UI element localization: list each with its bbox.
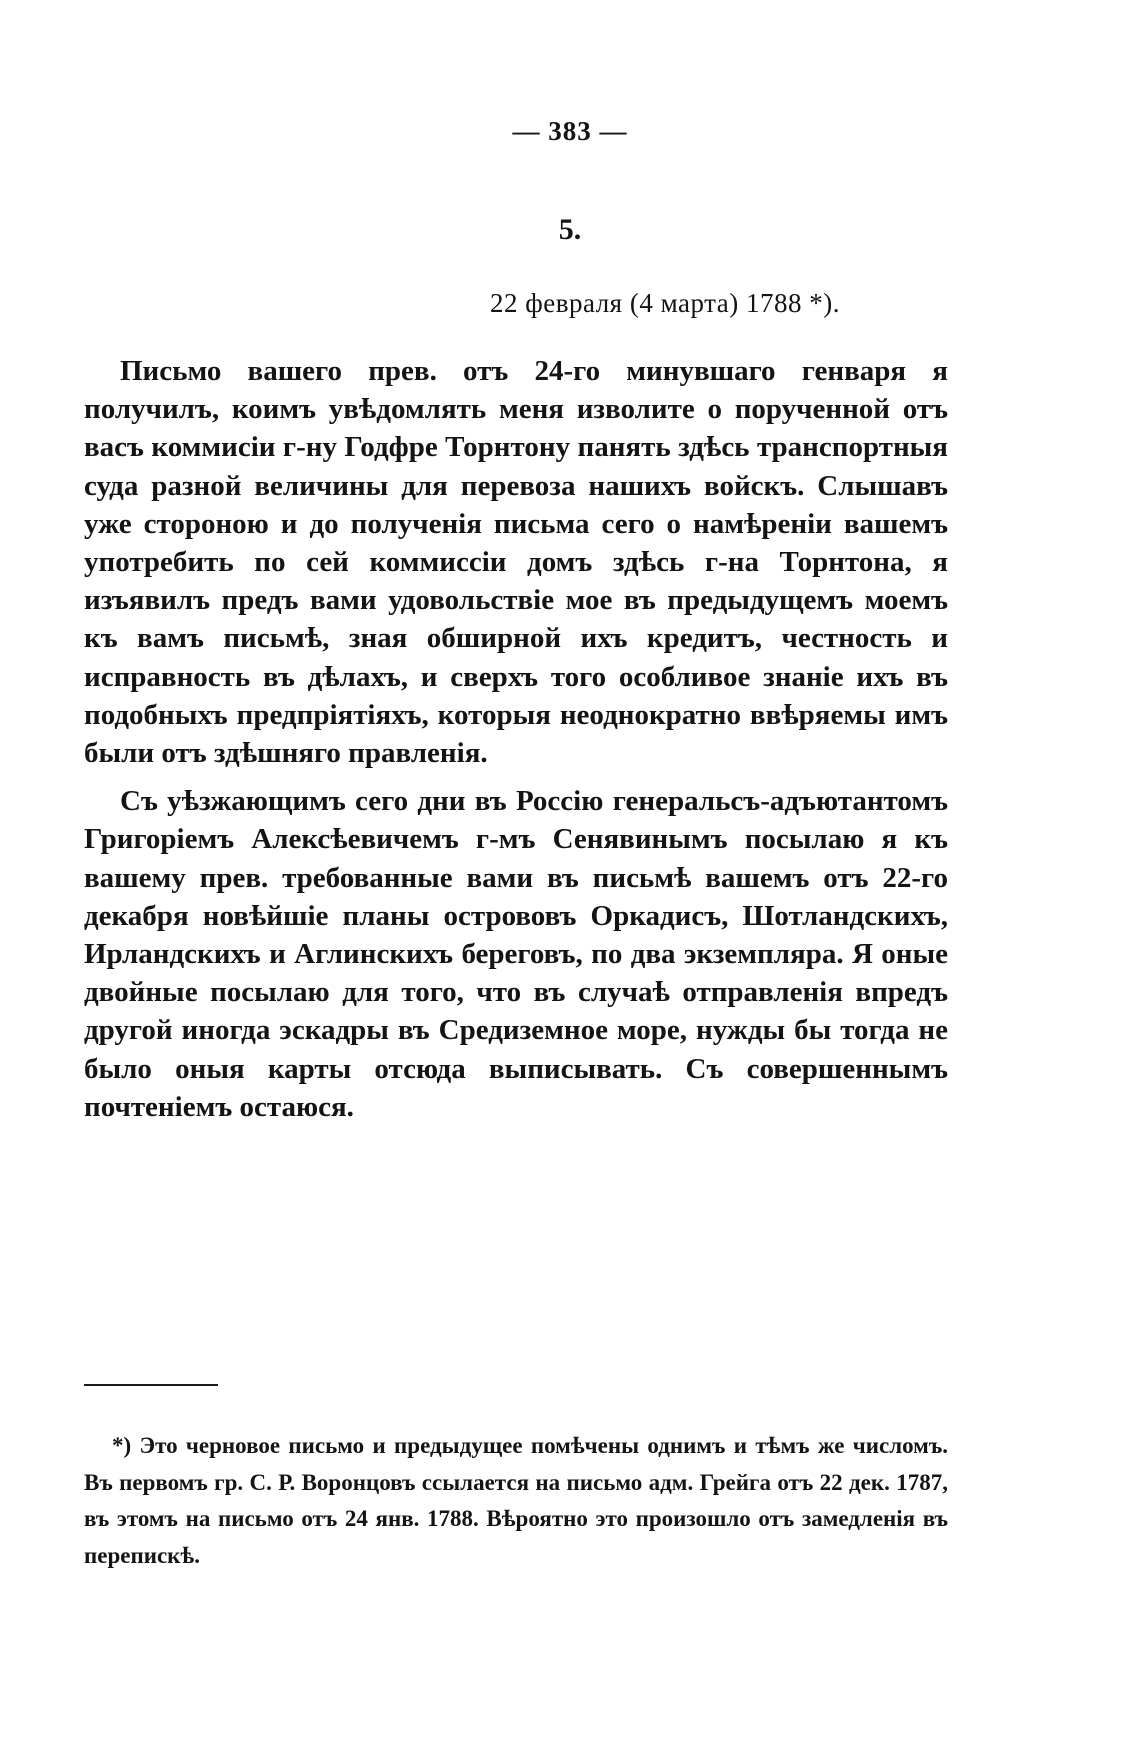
body-paragraph-2: Съ уѣзжающимъ сего дни въ Россію генеральсъ-адъютантомъ Григоріемъ Алексѣевичемъ г-мъ Сенявинымъ посылаю я къ вашему прев. требованные вами въ письмѣ вашемъ отъ 22-го декабря новѣйшіе планы острововъ Оркадисъ, Шотландскихъ, Ирландскихъ и Аглинскихъ береговъ, по два экземпляра. Я оные двойные посылаю для того, что въ случаѣ отправленія впредъ другой иногда эскадры въ Средиземное море, нужды бы тогда не было оныя карты отсюда выписывать. Съ совершеннымъ почтеніемъ остаюся. [84,785,948,1123]
footnote [84,1428,948,1574]
page-number: — 383 — [512,116,628,146]
footnote-text: *) Это черновое письмо и предыдущее помѣчены однимъ и тѣмъ же числомъ. Въ первомъ гр. С. Р. Воронцовъ ссылается на письмо адм. Грейга отъ 22 дек. 1787, въ этомъ на письмо отъ 24 янв. 1788. Вѣроятно это произошло отъ замедленія въ перепискѣ. [84,1433,948,1568]
footnote-divider [84,1384,218,1386]
letter-body [84,352,948,1136]
letter-date: 22 февраля (4 марта) 1788 *). [490,288,840,318]
letter-number: 5. [558,213,582,246]
body-paragraph-1: Письмо вашего прев. отъ 24-го минувшаго генваря я получилъ, коимъ увѣдомлять меня изволите о порученной отъ васъ коммисіи г-ну Годфре Торнтону панять здѣсь транспортныя суда разной величины для перевоза нашихъ войскъ. Слышавъ уже стороною и до полученія письма сего о намѣреніи вашемъ употребить по сей коммиссіи домъ здѣсь г-на Торнтона, я изъявилъ предъ вами удовольствіе мое въ предыдущемъ моемъ къ вамъ письмѣ, зная обширной ихъ кредитъ, честность и исправность въ дѣлахъ, и сверхъ того особливое знаніе ихъ въ подобныхъ предпріятіяхъ, которыя неоднократно ввѣряемы имъ были отъ здѣшняго правленія. [84,355,948,770]
